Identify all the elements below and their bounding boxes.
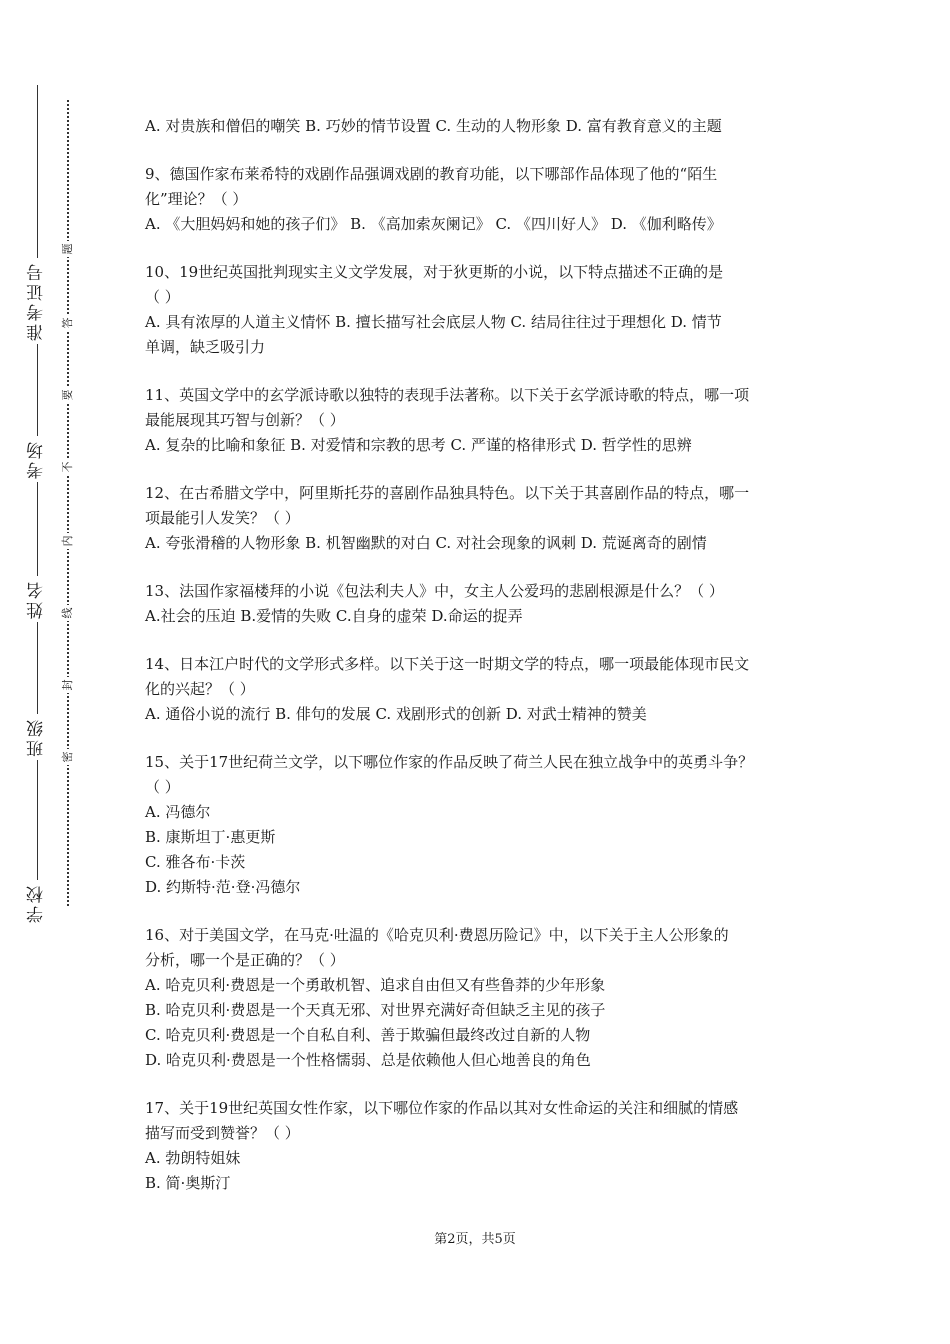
fill-in-line bbox=[37, 85, 38, 920]
question-12 bbox=[145, 481, 815, 556]
page-number: 第2页，共5页 bbox=[434, 1232, 516, 1247]
exam-number-label: 准考证号 bbox=[22, 258, 52, 344]
question-list bbox=[145, 114, 815, 1219]
seal-char: 要 bbox=[61, 387, 75, 403]
question-text: 17、关于19世纪英国女性作家，以下哪位作家的作品以其对女性命运的关注和细腻的情感 bbox=[145, 1099, 739, 1117]
question-text: 15、关于17世纪荷兰文学，以下哪位作家的作品反映了荷兰人民在独立战争中的英勇斗争？ bbox=[145, 753, 754, 771]
question-text: 项最能引人发笑？（ ） bbox=[145, 509, 300, 527]
seal-char: 题 bbox=[61, 241, 75, 257]
question-text: 描写而受到赞誉？（ ） bbox=[145, 1124, 300, 1142]
binding-margin bbox=[0, 0, 100, 1344]
question-text: 11、英国文学中的玄学派诗歌以独特的表现手法著称。以下关于玄学派诗歌的特点，哪一项 bbox=[145, 386, 750, 404]
option-c: C. 雅各布·卡茨 bbox=[145, 853, 246, 871]
seal-char: 封 bbox=[61, 677, 75, 693]
question-9 bbox=[145, 162, 815, 237]
option-line: A. 对贵族和僧侣的嘲笑 B. 巧妙的情节设置 C. 生动的人物形象 D. 富有教育意义的主题 bbox=[145, 117, 722, 135]
option-line: A.社会的压迫 B.爱情的失败 C.自身的虚荣 D.命运的捉弄 bbox=[145, 607, 523, 625]
seal-dotted-line bbox=[67, 100, 69, 906]
question-16 bbox=[145, 923, 815, 1073]
option-line: A. 《大胆妈妈和她的孩子们》 B. 《高加索灰阑记》 C. 《四川好人》 D. 《伽利略传》 bbox=[145, 215, 722, 233]
question-text: （ ） bbox=[145, 778, 180, 796]
option-line: 单调，缺乏吸引力 bbox=[145, 338, 266, 356]
option-line: A. 夸张滑稽的人物形象 B. 机智幽默的对白 C. 对社会现象的讽刺 D. 荒诞离奇的剧情 bbox=[145, 534, 707, 552]
question-17 bbox=[145, 1096, 815, 1196]
question-text: 12、在古希腊文学中，阿里斯托芬的喜剧作品独具特色。以下关于其喜剧作品的特点，哪一 bbox=[145, 484, 750, 502]
question-11 bbox=[145, 383, 815, 458]
question-text: 9、德国作家布莱希特的戏剧作品强调戏剧的教育功能，以下哪部作品体现了他的“陌生 bbox=[145, 165, 718, 183]
option-d: D. 约斯特·范·登·冯德尔 bbox=[145, 878, 301, 896]
name-label: 姓名 bbox=[22, 576, 52, 622]
question-13 bbox=[145, 579, 815, 629]
seal-char: 不 bbox=[61, 459, 75, 475]
question-text: 10、19世纪英国批判现实主义文学发展，对于狄更斯的小说，以下特点描述不正确的是 bbox=[145, 263, 724, 281]
question-15 bbox=[145, 750, 815, 900]
question-text: （ ） bbox=[145, 288, 180, 306]
question-text: 14、日本江户时代的文学形式多样。以下关于这一时期文学的特点，哪一项最能体现市民文 bbox=[145, 655, 750, 673]
option-a: A. 勃朗特姐妹 bbox=[145, 1149, 241, 1167]
options-q8 bbox=[145, 114, 815, 139]
seal-char: 线 bbox=[61, 605, 75, 621]
seal-char: 内 bbox=[61, 533, 75, 549]
option-b: B. 哈克贝利·费恩是一个天真无邪、对世界充满好奇但缺乏主见的孩子 bbox=[145, 1001, 606, 1019]
question-text: 最能展现其巧智与创新？（ ） bbox=[145, 411, 345, 429]
question-text: 13、法国作家福楼拜的小说《包法利夫人》中，女主人公爱玛的悲剧根源是什么？（ ） bbox=[145, 582, 724, 600]
option-b: B. 康斯坦丁·惠更斯 bbox=[145, 828, 276, 846]
seal-char: 密 bbox=[61, 749, 75, 765]
school-label: 学校 bbox=[22, 880, 52, 926]
question-text: 化的兴起？（ ） bbox=[145, 680, 255, 698]
question-14 bbox=[145, 652, 815, 727]
option-c: C. 哈克贝利·费恩是一个自私自利、善于欺骗但最终改过自新的人物 bbox=[145, 1026, 591, 1044]
question-10 bbox=[145, 260, 815, 360]
class-label: 班级 bbox=[22, 714, 52, 760]
option-d: D. 哈克贝利·费恩是一个性格懦弱、总是依赖他人但心地善良的角色 bbox=[145, 1051, 591, 1069]
option-a: A. 哈克贝利·费恩是一个勇敢机智、追求自由但又有些鲁莽的少年形象 bbox=[145, 976, 606, 994]
option-line: A. 复杂的比喻和象征 B. 对爱情和宗教的思考 C. 严谨的格律形式 D. 哲学性的思辨 bbox=[145, 436, 692, 454]
seal-char: 答 bbox=[61, 315, 75, 331]
option-b: B. 简·奥斯汀 bbox=[145, 1174, 231, 1192]
exam-room-label: 考场 bbox=[22, 436, 52, 482]
question-text: 化”理论？（ ） bbox=[145, 190, 248, 208]
question-text: 分析，哪一个是正确的？（ ） bbox=[145, 951, 345, 969]
option-a: A. 冯德尔 bbox=[145, 803, 211, 821]
option-line: A. 具有浓厚的人道主义情怀 B. 擅长描写社会底层人物 C. 结局往往过于理想化 D. 情节 bbox=[145, 313, 722, 331]
question-text: 16、对于美国文学，在马克·吐温的《哈克贝利·费恩历险记》中，以下关于主人公形象的 bbox=[145, 926, 729, 944]
option-line: A. 通俗小说的流行 B. 俳句的发展 C. 戏剧形式的创新 D. 对武士精神的赞美 bbox=[145, 705, 647, 723]
